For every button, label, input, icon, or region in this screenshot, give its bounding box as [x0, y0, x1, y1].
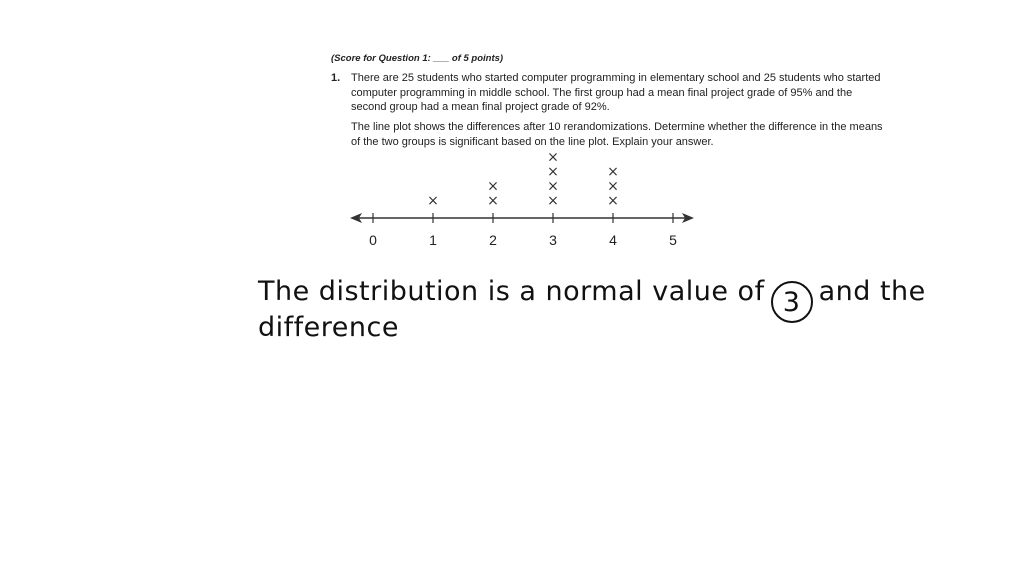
line-plot: [340, 148, 710, 252]
handwritten-answer-line-2: difference: [258, 312, 399, 343]
data-marker-x: ×: [487, 178, 499, 195]
tick-label: 0: [369, 232, 377, 248]
question-paragraph-2: [351, 120, 921, 149]
circled-number: 3: [771, 281, 813, 323]
data-marker-x: ×: [547, 178, 559, 195]
score-line: (Score for Question 1: ___ of 5 points): [331, 53, 504, 64]
data-marker-x: ×: [607, 193, 619, 209]
data-marker-x: ×: [607, 164, 619, 180]
data-marker-x: ×: [547, 149, 559, 166]
data-marker-x: ×: [487, 193, 499, 209]
paragraph-2-line-1: The line plot shows the differences after 10 rerandomizations. Determine whether the difference in the means: [351, 121, 883, 133]
tick-label: 1: [429, 232, 437, 248]
data-marker-x: ×: [547, 164, 559, 180]
tick-label: 3: [549, 232, 557, 248]
tick-label: 5: [669, 232, 677, 248]
paragraph-1-line-2: computer programming in middle school. The first group had a mean final project grade of 95% and the: [351, 86, 853, 99]
question-number: 1.: [331, 72, 341, 84]
data-marker-x: ×: [607, 178, 619, 195]
question-paragraph-1: [351, 71, 921, 115]
tick-label: 4: [609, 232, 617, 248]
handwritten-text-after: and the: [818, 276, 926, 307]
data-marker-x: ×: [547, 193, 559, 209]
paragraph-2-line-2: of the two groups is significant based on the line plot. Explain your answer.: [351, 135, 714, 148]
tick-label: 2: [489, 232, 497, 248]
paragraph-1-line-1: There are 25 students who started computer programming in elementary school and 25 students who started: [351, 72, 881, 84]
handwritten-text-before: The distribution is a normal value of: [258, 276, 765, 307]
data-marker-x: ×: [427, 193, 439, 209]
paragraph-1-line-3: second group had a mean final project grade of 92%.: [351, 101, 610, 113]
